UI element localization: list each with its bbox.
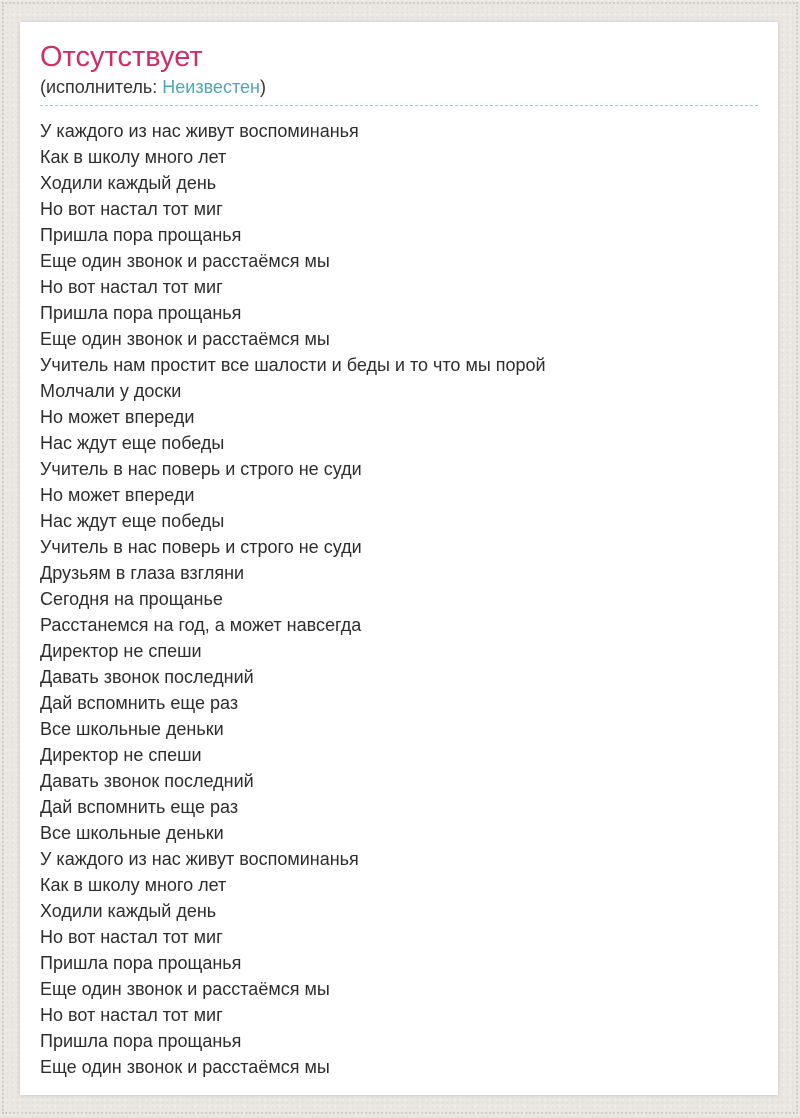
lyric-line: Давать звонок последний [40, 770, 254, 791]
lyric-line: Расстанемся на год, а может навсегда [40, 614, 362, 635]
lyric-line: Нас ждут еще победы [40, 432, 225, 453]
lyric-line: Ходили каждый день [40, 172, 217, 193]
song-header [40, 42, 758, 106]
content-card [20, 22, 778, 1095]
lyric-line: Директор не спеши [40, 744, 202, 765]
lyric-line: Все школьные деньки [40, 718, 224, 739]
lyric-line: Нас ждут еще победы [40, 510, 225, 531]
lyrics-block [40, 118, 758, 1080]
lyric-line: Ходили каждый день [40, 900, 217, 921]
lyric-line: Как в школу много лет [40, 146, 227, 167]
lyric-line: Пришла пора прощанья [40, 952, 242, 973]
lyric-line: У каждого из нас живут воспоминанья [40, 848, 359, 869]
lyric-line: Учитель в нас поверь и строго не суди [40, 536, 362, 557]
lyric-line: Пришла пора прощанья [40, 1030, 242, 1051]
lyric-line: Еще один звонок и расстаёмся мы [40, 328, 330, 349]
song-title: Отсутствует [40, 41, 203, 73]
lyric-line: Но может впереди [40, 484, 195, 505]
lyric-line: Молчали у доски [40, 380, 182, 401]
lyric-line: У каждого из нас живут воспоминанья [40, 120, 359, 141]
lyric-line: Но вот настал тот миг [40, 198, 223, 219]
artist-label-suffix: ) [259, 76, 266, 97]
lyric-line: Как в школу много лет [40, 874, 227, 895]
artist-link[interactable]: Неизвестен [162, 76, 260, 97]
lyric-line: Все школьные деньки [40, 822, 224, 843]
lyric-line: Пришла пора прощанья [40, 224, 242, 245]
lyric-line: Еще один звонок и расстаёмся мы [40, 250, 330, 271]
lyric-line: Друзьям в глаза взгляни [40, 562, 245, 583]
lyric-line: Директор не спеши [40, 640, 202, 661]
lyric-line: Давать звонок последний [40, 666, 254, 687]
lyric-line: Учитель в нас поверь и строго не суди [40, 458, 362, 479]
lyric-line: Но может впереди [40, 406, 195, 427]
lyric-line: Сегодня на прощанье [40, 588, 223, 609]
lyric-line: Еще один звонок и расстаёмся мы [40, 978, 330, 999]
lyric-line: Но вот настал тот миг [40, 1004, 223, 1025]
lyric-line: Пришла пора прощанья [40, 302, 242, 323]
artist-label-prefix: (исполнитель: [40, 76, 163, 97]
lyric-line: Но вот настал тот миг [40, 276, 223, 297]
lyric-line: Дай вспомнить еще раз [40, 796, 239, 817]
lyric-line: Учитель нам простит все шалости и беды и то что мы порой [40, 354, 546, 375]
lyric-line: Но вот настал тот миг [40, 926, 223, 947]
artist-line [40, 77, 758, 98]
lyric-line: Еще один звонок и расстаёмся мы [40, 1056, 330, 1077]
lyric-line: Дай вспомнить еще раз [40, 692, 239, 713]
